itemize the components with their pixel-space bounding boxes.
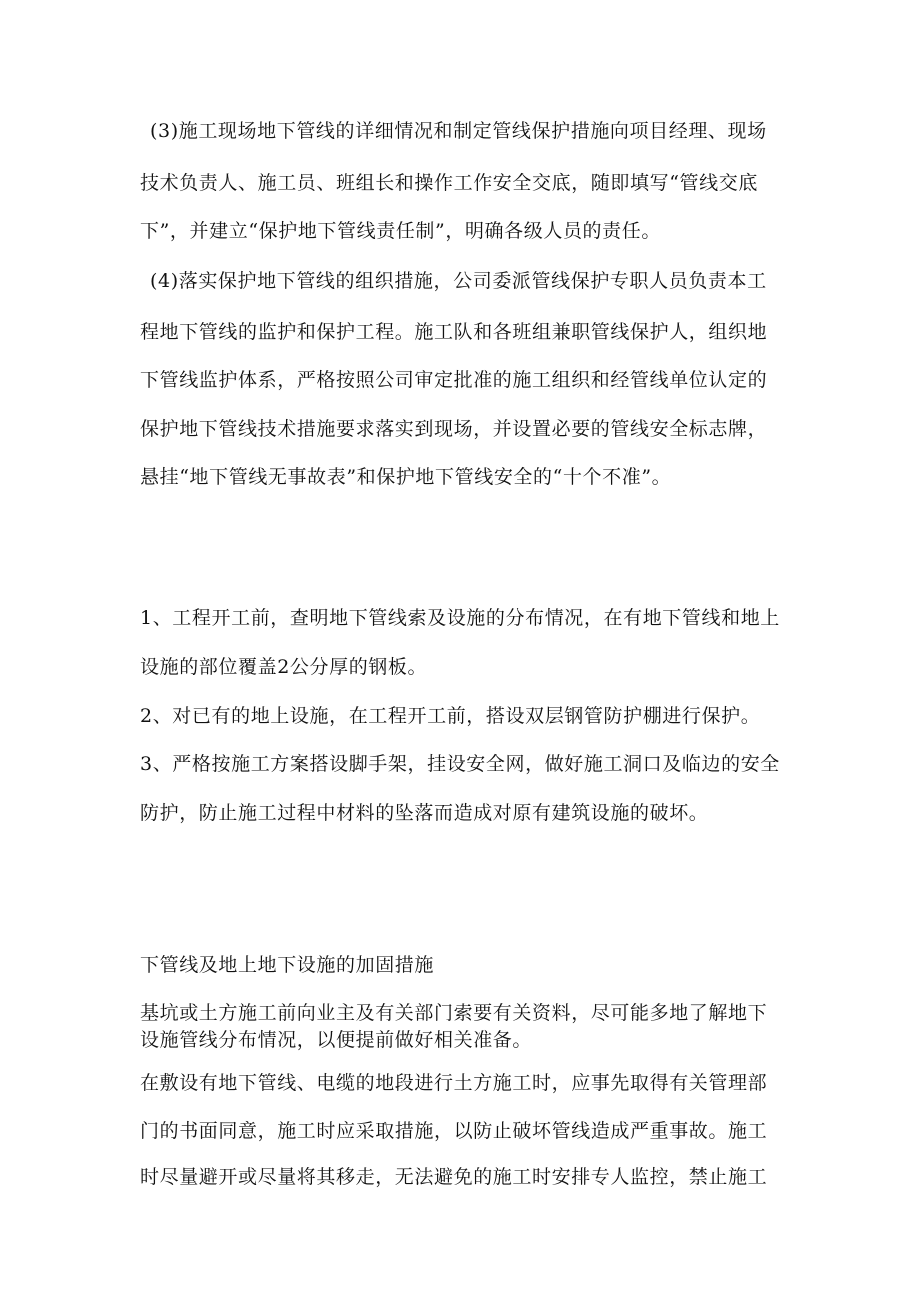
text-line: 3、严格按施工方案搭设脚手架，挂设安全网，做好施工洞口及临边的安全	[140, 753, 780, 775]
text-line: 门的书面同意，施工时应采取措施，以防止破坏管线造成严重事故。施工	[140, 1120, 768, 1142]
text-line: 基坑或土方施工前向业主及有关部门索要有关资料，尽可能多地了解地下	[140, 1002, 768, 1024]
text-line: 1、工程开工前，查明地下管线索及设施的分布情况，在有地下管线和地上	[140, 607, 780, 629]
text-line: (3)施工现场地下管线的详细情况和制定管线保护措施向项目经理、现场	[150, 120, 767, 142]
text-line: 程地下管线的监护和保护工程。施工队和各班组兼职管线保护人，组织地	[140, 321, 768, 343]
text-line: 悬挂“地下管线无事故表”和保护地下管线安全的“十个不准”。	[140, 466, 672, 488]
text-line: 2、对已有的地上设施，在工程开工前，搭设双层钢管防护棚进行保护。	[140, 705, 761, 727]
text-line: (4)落实保护地下管线的组织措施，公司委派管线保护专职人员负责本工	[150, 270, 767, 292]
text-line: 下管线监护体系，严格按照公司审定批准的施工组织和经管线单位认定的	[140, 369, 768, 391]
text-line: 在敷设有地下管线、电缆的地段进行土方施工时，应事先取得有关管理部	[140, 1072, 768, 1094]
text-line: 下”，并建立“保护地下管线责任制”，明确各级人员的责任。	[140, 220, 661, 242]
text-line: 设施管线分布情况，以便提前做好相关准备。	[140, 1029, 533, 1051]
text-line: 技术负责人、施工员、班组长和操作工作安全交底，随即填写“管线交底	[140, 172, 758, 194]
text-line: 时尽量避开或尽量将其移走，无法避免的施工时安排专人监控，禁止施工	[140, 1166, 768, 1188]
text-line: 保护地下管线技术措施要求落实到现场，并设置必要的管线安全标志牌，	[140, 418, 768, 440]
text-line: 设施的部位覆盖2公分厚的钢板。	[140, 656, 428, 678]
text-line: 防护，防止施工过程中材料的坠落而造成对原有建筑设施的破坏。	[140, 802, 709, 824]
section-heading: 下管线及地上地下设施的加固措施	[140, 954, 435, 976]
